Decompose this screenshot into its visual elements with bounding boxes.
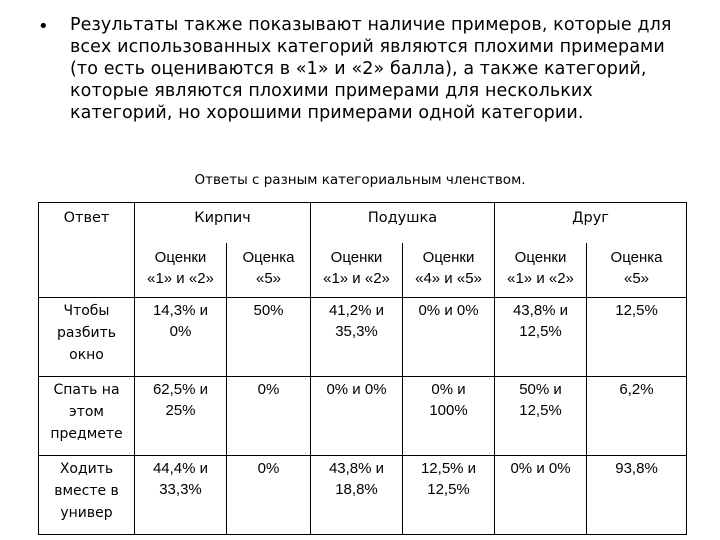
table-row [39,298,687,377]
table-row [39,456,687,535]
bullet-paragraph [38,14,678,124]
table-cell: 12,5% [587,298,687,377]
answer-subheader-empty [39,243,135,298]
group-header-brick: Кирпич [135,203,311,244]
table-cell: 0% и 0% [403,298,495,377]
table-cell: 0% [227,456,311,535]
row-label: Чтобы разбить окно [39,298,135,377]
table-cell: 50% [227,298,311,377]
subheader-cell: Оценка «5» [587,243,687,298]
table-cell: 43,8% и 12,5% [495,298,587,377]
table-cell: 43,8% и 18,8% [311,456,403,535]
bullet-marker: • [38,16,49,37]
table-cell: 62,5% и 25% [135,377,227,456]
table-cell: 50% и 12,5% [495,377,587,456]
group-header-friend: Друг [495,203,687,244]
subheader-cell: Оценки «1» и «2» [135,243,227,298]
group-header-pillow: Подушка [311,203,495,244]
table-cell: 0% и 0% [495,456,587,535]
row-label: Ходить вместе в универ [39,456,135,535]
table-header-row [39,203,687,244]
table-cell: 12,5% и 12,5% [403,456,495,535]
bullet-text: Результаты также показывают наличие примеров, которые для всех использованных категорий являются плохими примерами (то есть оцениваются в «1» и «2» балла), а также категорий, которые являются плохими примерами для нескольких категорий, но хорошими примерами одной категории. [70,15,672,123]
row-label: Спать на этом предмете [39,377,135,456]
results-table [38,202,687,535]
table-caption: Ответы с разным категориальным членством. [194,172,526,188]
table-cell: 14,3% и 0% [135,298,227,377]
table-cell: 0% [227,377,311,456]
subheader-cell: Оценка «5» [227,243,311,298]
subheader-cell: Оценки «1» и «2» [311,243,403,298]
table-cell: 0% и 100% [403,377,495,456]
subheader-cell: Оценки «1» и «2» [495,243,587,298]
table-row [39,377,687,456]
table-cell: 6,2% [587,377,687,456]
table-cell: 0% и 0% [311,377,403,456]
table-cell: 41,2% и 35,3% [311,298,403,377]
answer-header: Ответ [39,203,135,244]
subheader-cell: Оценки «4» и «5» [403,243,495,298]
table-cell: 93,8% [587,456,687,535]
table-cell: 44,4% и 33,3% [135,456,227,535]
table-subheader-row [39,243,687,298]
